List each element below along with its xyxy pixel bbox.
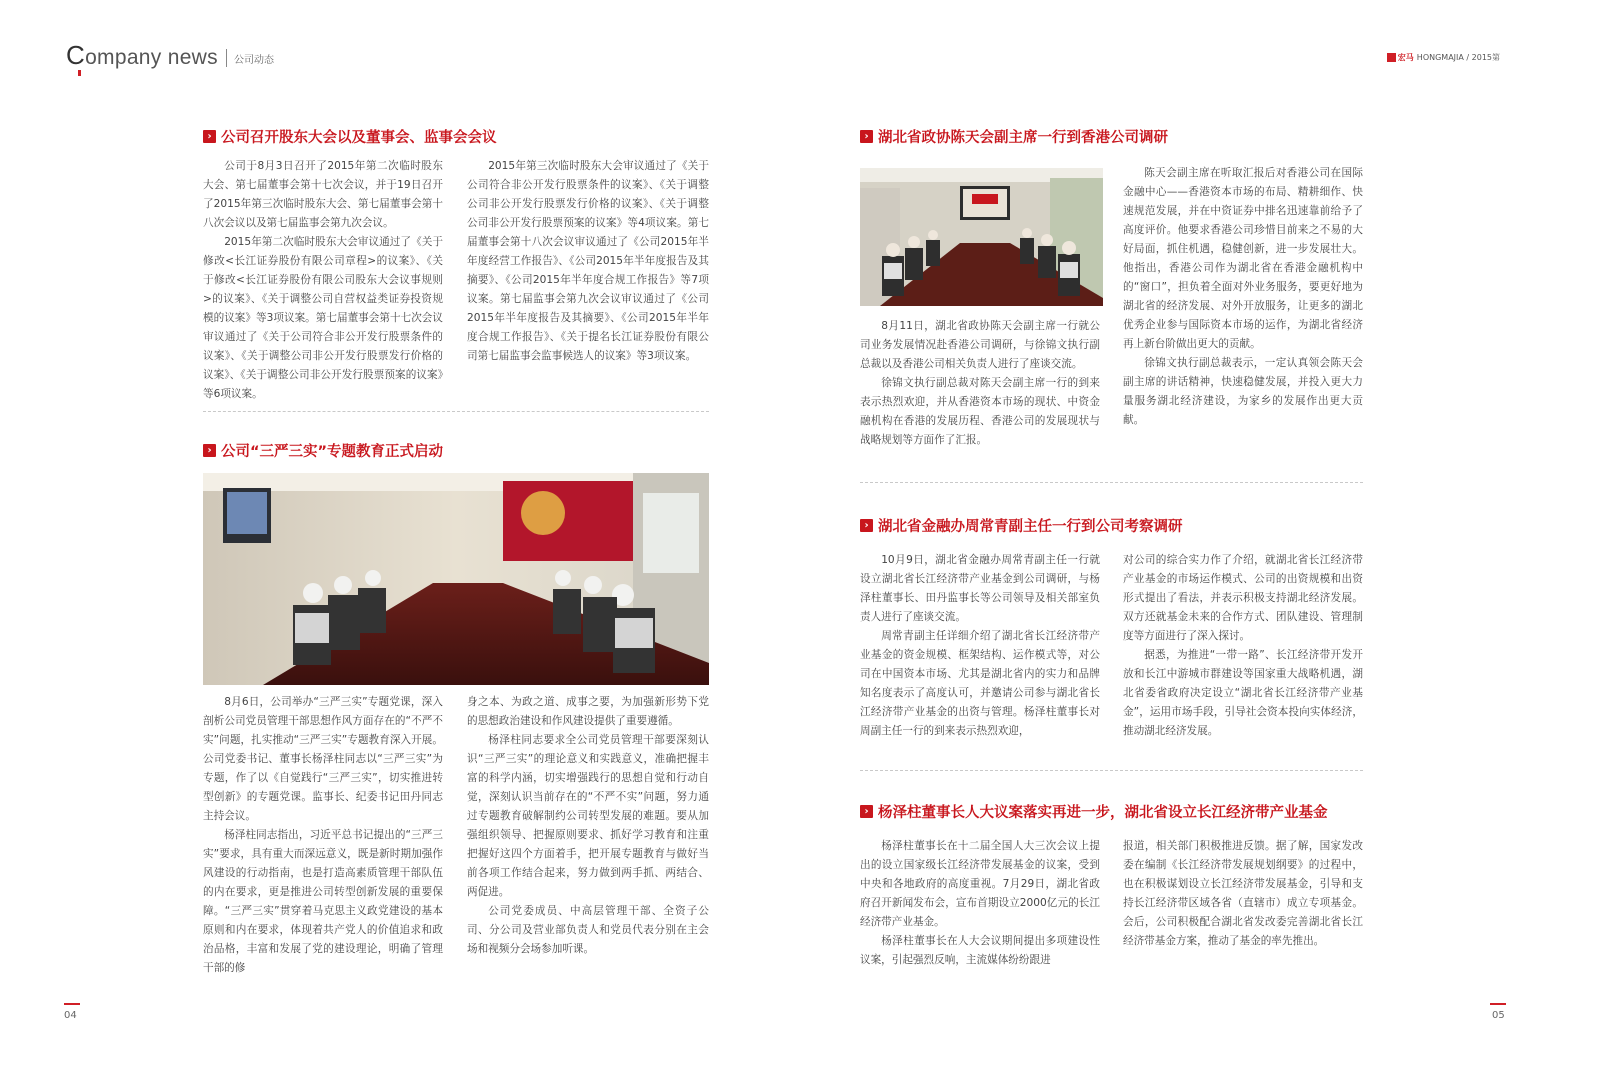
header-separator xyxy=(226,49,227,67)
chevron-right-icon: › xyxy=(203,130,216,143)
hk-meeting-photo xyxy=(860,168,1103,306)
meeting-room-image xyxy=(203,473,709,685)
article-title-finance-office-visit: › 湖北省金融办周常青副主任一行到公司考察调研 xyxy=(860,515,1183,536)
page-marker xyxy=(64,1003,80,1005)
section-label: 公司动态 xyxy=(233,55,274,66)
section-divider xyxy=(203,411,709,412)
article-title-yangtze-fund: › 杨泽柱董事长人大议案落实再进一步，湖北省设立长江经济带产业基金 xyxy=(860,801,1328,822)
brand-name: 宏马 xyxy=(1397,53,1414,62)
article-text-column: 公司于8月3日召开了2015年第二次临时股东大会、第七届董事会第十七次会议，并于19日召开了2015年第三次临时股东大会、第七届董事会第十八次会议以及第七届监事会第九次会议。 2015年第二次临时股东大会审议通过了《关于修改<长江证券股份有限公司章程>的议案》、《关于修改<长江证券股份有限公司股东大会议事规则>的议案》、《关于调整公司自营权益类证券投资规模的议案》等3项议案。第七届董事会第十七次会议审议通过了《关于公司符合非公开发行股票条件的议案》、《关于调整公司非公开发行股票发行价格的议案》、《关于调整公司非公开发行股票预案的议案》等6项议案。 xyxy=(203,160,443,400)
article-text-column: 报道，相关部门积极推进反馈。据了解，国家发改委在编制《长江经济带发展规划纲要》的过程中，也在积极谋划设立长江经济带发展基金，引导和支持长江经济带区域各省（直辖市）成立专项基金。会后，公司积极配合湖北省发改委完善湖北省长江经济带基金方案，推动了基金的率先推出。 xyxy=(1123,840,1363,947)
conference-room-image xyxy=(860,168,1103,306)
article-text-column: 8月6日，公司举办“三严三实”专题党课，深入剖析公司党员管理干部思想作风方面存在的“不严不实”问题，扎实推动“三严三实”专题教育深入开展。公司党委书记、董事长杨泽柱同志以“三严三实”为专题，作了以《自觉践行“三严三实”，切实推进转型创新》的专题党课。监事长、纪委书记田丹同志主持会议。 杨泽柱同志指出，习近平总书记提出的“三严三实”要求，具有重大而深远意义，既是新时期加强作风建设的行动指南，也是打造高素质管理干部队伍的内在要求，更是推进公司转型创新发展的重要保障。“三严三实”贯穿着马克思主义政党建设的基本原则和内在要求，体现着共产党人的价值追求和政治品格，丰富和发展了党的建设理论，明确了管理干部的修 xyxy=(203,696,443,974)
issue-text: HONGMAJIA / 2015第 xyxy=(1416,53,1500,62)
article-title-hk-visit: › 湖北省政协陈天会副主席一行到香港公司调研 xyxy=(860,126,1168,147)
article-text-column: 身之本、为政之道、成事之要，为加强新形势下党的思想政治建设和作风建设提供了重要遵循。 杨泽柱同志要求全公司党员管理干部要深刻认识“三严三实”的理论意义和实践意义，准确把握丰富的科学内涵，切实增强践行的思想自觉和行动自觉，深刻认识当前存在的“不严不实”问题，努力通过专题教育破解制约公司转型发展的难题。要从加强组织领导、把握原则要求、抓好学习教育和注重把握好这四个方面着手，把开展专题教育与做好当前各项工作结合起来，努力做到两手抓、两结合、两促进。 公司党委成员、中高层管理干部、全资子公司、分公司及营业部负责人和党员代表分别在主会场和视频分会场参加听课。 xyxy=(467,696,709,955)
article-text-column: 杨泽柱董事长在十二届全国人大三次会议上提出的设立国家级长江经济带发展基金的议案，受到中央和各地政府的高度重视。7月29日，湖北省政府召开新闻发布会，宣布首期设立2000亿元的长江经济带产业基金。 杨泽柱董事长在人大会议期间提出多项建设性议案，引起强烈反响，主流媒体纷纷跟进 xyxy=(860,840,1100,966)
issue-label xyxy=(1387,52,1500,63)
chevron-right-icon: › xyxy=(860,805,873,818)
chevron-right-icon: › xyxy=(203,444,216,457)
meeting-photo xyxy=(203,473,709,685)
page-marker xyxy=(1490,1003,1506,1005)
brand-logo-icon xyxy=(1387,53,1396,62)
chevron-right-icon: › xyxy=(860,130,873,143)
section-divider xyxy=(860,482,1363,483)
chevron-right-icon: › xyxy=(860,519,873,532)
article-title-three-stricts: › 公司“三严三实”专题教育正式启动 xyxy=(203,440,443,461)
page-number-left: 04 xyxy=(64,1010,77,1021)
company-news-logo: Company news xyxy=(66,40,218,70)
article-text-column: 2015年第三次临时股东大会审议通过了《关于公司符合非公开发行股票条件的议案》、《关于调整公司非公开发行股票发行价格的议案》、《关于调整公司非公开发行股票预案的议案》等4项议案。第七届董事会第十八次会议审议通过了《公司2015年半年度经营工作报告》、《公司2015年半年度报告及其摘要》、《公司2015年半年度合规工作报告》等7项议案。第七届监事会第九次会议审议通过了《公司2015年半年度报告及其摘要》、《公司2015年半年度合规工作报告》、《关于提名长江证券股份有限公司第七届监事会监事候选人的议案》等3项议案。 xyxy=(467,160,709,362)
article-text-column: 陈天会副主席在听取汇报后对香港公司在国际金融中心——香港资本市场的布局、精耕细作、快速规范发展，并在中资证券中排名迅速靠前给予了高度评价。他要求香港公司珍惜目前来之不易的大好局面，抓住机遇，稳健创新，进一步发展壮大。他指出，香港公司作为湖北省在香港金融机构中的“窗口”，担负着全面对外业务服务，要更好地为湖北省的经济发展、对外开放服务，让更多的湖北优秀企业参与国际资本市场的运作，为湖北省经济再上新台阶做出更大的贡献。 徐锦文执行副总裁表示，一定认真领会陈天会副主席的讲话精神，快速稳健发展，并投入更大力量服务湖北经济建设，为家乡的发展作出更大贡献。 xyxy=(1123,167,1363,426)
article-title-shareholder-meeting: › 公司召开股东大会以及董事会、监事会会议 xyxy=(203,126,497,147)
page-number-right: 05 xyxy=(1492,1010,1505,1021)
article-text-column: 8月11日，湖北省政协陈天会副主席一行就公司业务发展情况赴香港公司调研，与徐锦文执行副总裁以及香港公司相关负责人进行了座谈交流。 徐锦文执行副总裁对陈天会副主席一行的到来表示热烈欢迎，并从香港资本市场的现状、中资金融机构在香港的发展历程、香港公司的发展现状与战略规划等方面作了汇报。 xyxy=(860,320,1100,446)
article-text-column: 对公司的综合实力作了介绍，就湖北省长江经济带产业基金的市场运作模式、公司的出资规模和出资形式提出了看法，并表示积极支持湖北经济发展。双方还就基金未来的合作方式、团队建设、管理制度等方面进行了深入探讨。 据悉，为推进“一带一路”、长江经济带开发开放和长江中游城市群建设等国家重大战略机遇，湖北省委省政府决定设立“湖北省长江经济带产业基金”，运用市场手段，引导社会资本投向实体经济，推动湖北经济发展。 xyxy=(1123,554,1363,737)
article-text-column: 10月9日，湖北省金融办周常青副主任一行就设立湖北省长江经济带产业基金到公司调研，与杨泽柱董事长、田丹监事长等公司领导及相关部室负责人进行了座谈交流。 周常青副主任详细介绍了湖北省长江经济带产业基金的资金规模、框架结构、运作模式等，对公司在中国资本市场、尤其是湖北省内的实力和品牌知名度表示了高度认可，并邀请公司参与湖北省长江经济带产业基金的出资与管理。杨泽柱董事长对周副主任一行的到来表示热烈欢迎， xyxy=(860,554,1100,737)
section-divider xyxy=(860,770,1363,771)
magazine-header xyxy=(66,42,274,68)
